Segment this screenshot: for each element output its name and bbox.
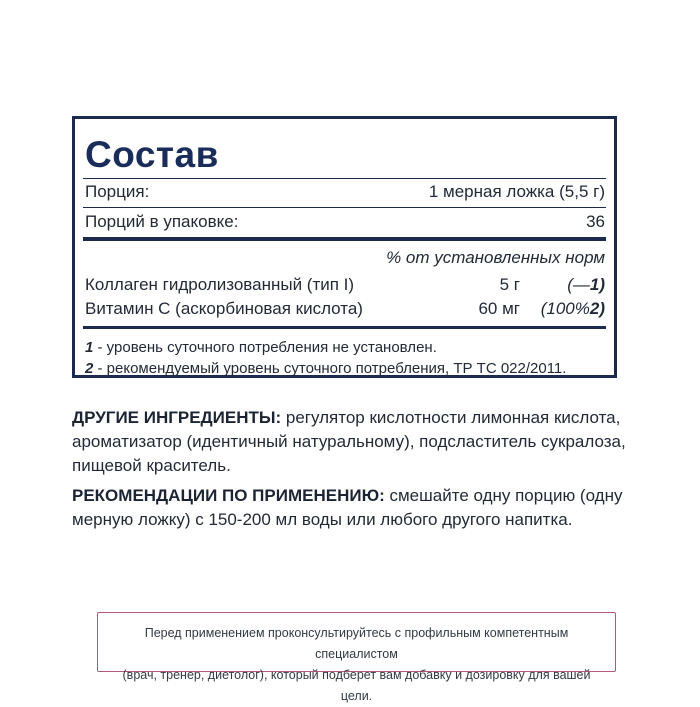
footnote-marker: 2 — [85, 360, 94, 377]
other-ingredients-label: ДРУГИЕ ИНГРЕДИЕНТЫ: — [72, 408, 282, 427]
servings-label: Порций в упаковке: — [85, 212, 239, 231]
divider — [83, 207, 606, 208]
serving-label: Порция: — [85, 182, 150, 201]
footnote-text: - уровень суточного потребления не установлен. — [93, 339, 437, 356]
ingredient-percent: (— — [567, 275, 590, 294]
warning-line: (врач, тренер, диетолог), который подберет вам добавку и дозировку для вашей цели. — [122, 668, 591, 703]
footnote — [85, 358, 566, 380]
servings-value: 36 — [586, 212, 605, 231]
warning-line: Перед применением проконсультируйтесь с профильным компетентным специалистом — [144, 626, 569, 661]
thick-divider — [83, 326, 606, 329]
other-ingredients-text: регулятор кислотности лимонная кислота, ароматизатор (идентичный натуральному), подсластитель сукралоза, пищевой краситель. — [72, 408, 626, 475]
recommendations-text: смешайте одну порцию (одну мерную ложку) с 150-200 мл воды или любого другого напитка. — [72, 486, 623, 529]
ingredient-percent: (100% — [540, 299, 590, 318]
recommendations — [72, 484, 632, 532]
ingredient-norm — [541, 298, 605, 320]
serving-value: 1 мерная ложка (5,5 г) — [428, 182, 605, 201]
warning-box — [97, 612, 616, 703]
other-ingredients — [72, 406, 632, 478]
ingredient-name: Коллаген гидролизованный (тип I) — [85, 275, 355, 294]
footnote — [85, 337, 437, 359]
composition-title: Состав — [85, 134, 219, 175]
ingredient-name: Витамин С (аскорбиновая кислота) — [85, 299, 363, 318]
ingredient-amount: 5 г — [499, 275, 520, 294]
ingredient-norm — [567, 274, 605, 296]
recommendations-label: РЕКОМЕНДАЦИИ ПО ПРИМЕНЕНИЮ: — [72, 486, 385, 505]
ingredient-amount: 60 мг — [478, 299, 520, 318]
footnote-ref: 2) — [589, 299, 605, 318]
norm-column-header: % от установленных норм — [386, 248, 605, 267]
footnote-ref: 1) — [589, 275, 605, 294]
composition-box — [72, 116, 617, 378]
footnote-marker: 1 — [85, 339, 94, 356]
divider — [83, 178, 606, 179]
footnote-text: - рекомендуемый уровень суточного потребления, ТР ТС 022/2011. — [93, 360, 567, 377]
thick-divider — [83, 237, 606, 241]
